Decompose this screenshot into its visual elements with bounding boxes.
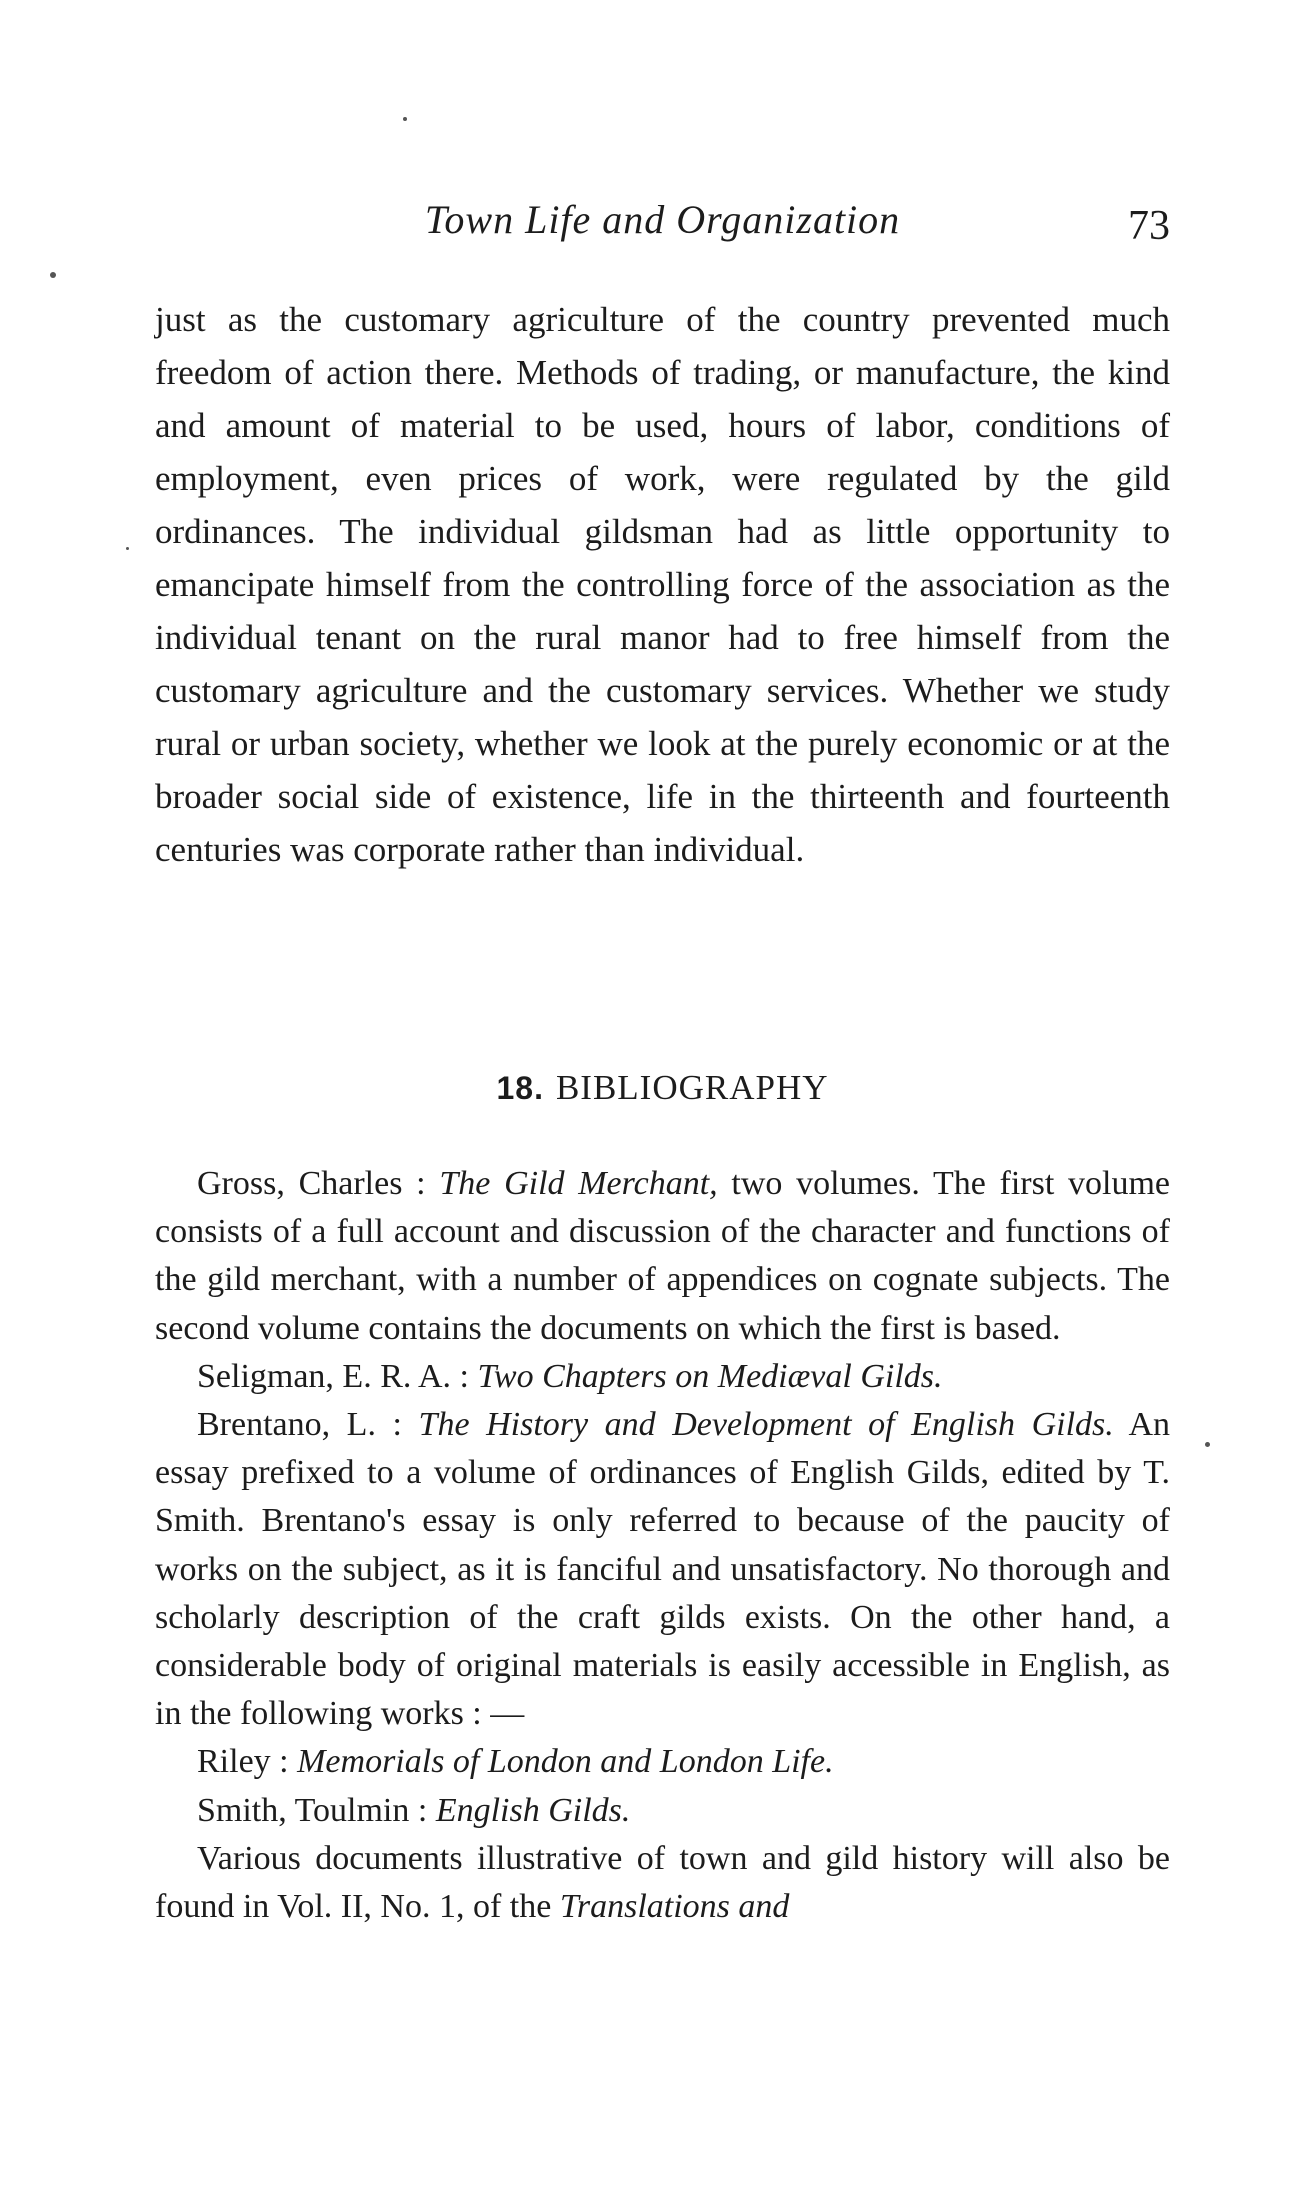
bib-work-title: Translations and: [559, 1888, 790, 1926]
ink-speck: [126, 547, 129, 550]
body-paragraph: just as the customary agriculture of the country prevented much freedom of action there. Methods of trading, or manufacture, the kind and amount of material to be used, hours of labor, conditions of employment, even prices of work, were regulated by the gild ordinances. The individual gildsman had as little opportunity to emancipate himself from the controlling force of the association as the individual tenant on the rural manor had to free himself from the customary agriculture and the customary services. Whether we study rural or urban society, whether we look at the purely economic or at the broader social side of existence, life in the thirteenth and fourteenth centuries was corporate rather than individual.: [155, 300, 1170, 869]
ink-speck: [403, 117, 407, 121]
bib-entry-brentano: [155, 1401, 1170, 1738]
page-number: 73: [1128, 203, 1170, 249]
bib-author: Gross, Charles :: [197, 1165, 426, 1202]
bibliography-list: [155, 1160, 1170, 1931]
bib-entry-smith: [155, 1787, 1170, 1835]
running-title: Town Life and Organization: [424, 197, 901, 242]
bib-author: Brentano, L. :: [197, 1406, 402, 1444]
bib-work-title: The History and Development of English Gilds.: [418, 1406, 1114, 1444]
bib-author: Seligman, E. R. A. :: [197, 1357, 469, 1395]
bib-entry-seligman: [155, 1353, 1170, 1401]
bib-author: Smith, Toulmin :: [197, 1791, 428, 1829]
section-number: 18.: [496, 1070, 544, 1106]
bib-entry-various: [155, 1835, 1170, 1931]
running-header: [155, 196, 1170, 266]
bib-work-title: The Gild Merchant,: [439, 1165, 718, 1202]
bib-entry-riley: [155, 1738, 1170, 1786]
ink-speck: [50, 272, 56, 278]
body-text: [155, 293, 1170, 876]
ink-speck: [1205, 1442, 1210, 1447]
bib-entry-gross: [155, 1160, 1170, 1353]
bib-note: two volumes. The first volume consists of a full account and discussion of the character and functions of the gild merchant, with a number of appendices on cognate subjects. The second volume contains the documents on which the first is based.: [155, 1165, 1171, 1347]
bib-work-title: Two Chapters on Mediæval Gilds.: [477, 1357, 943, 1395]
bib-note: Various documents illustrative of town and gild history will also be found in Vol. II, No. 1, of the: [155, 1839, 1170, 1926]
bib-work-title: English Gilds.: [435, 1791, 631, 1829]
bib-work-title: Memorials of London and London Life.: [297, 1743, 834, 1781]
section-heading: [155, 1068, 1170, 1108]
bib-author: Riley :: [197, 1743, 289, 1781]
section-title: BIBLIOGRAPHY: [555, 1068, 829, 1107]
bib-note: An essay prefixed to a volume of ordinances of English Gilds, edited by T. Smith. Brentano's essay is only referred to because of the paucity of works on the subject, as it is fanciful and unsatisfactory. No thorough and scholarly description of the craft gilds exists. On the other hand, a considerable body of original materials is easily accessible in English, as in the following works : —: [155, 1406, 1171, 1733]
